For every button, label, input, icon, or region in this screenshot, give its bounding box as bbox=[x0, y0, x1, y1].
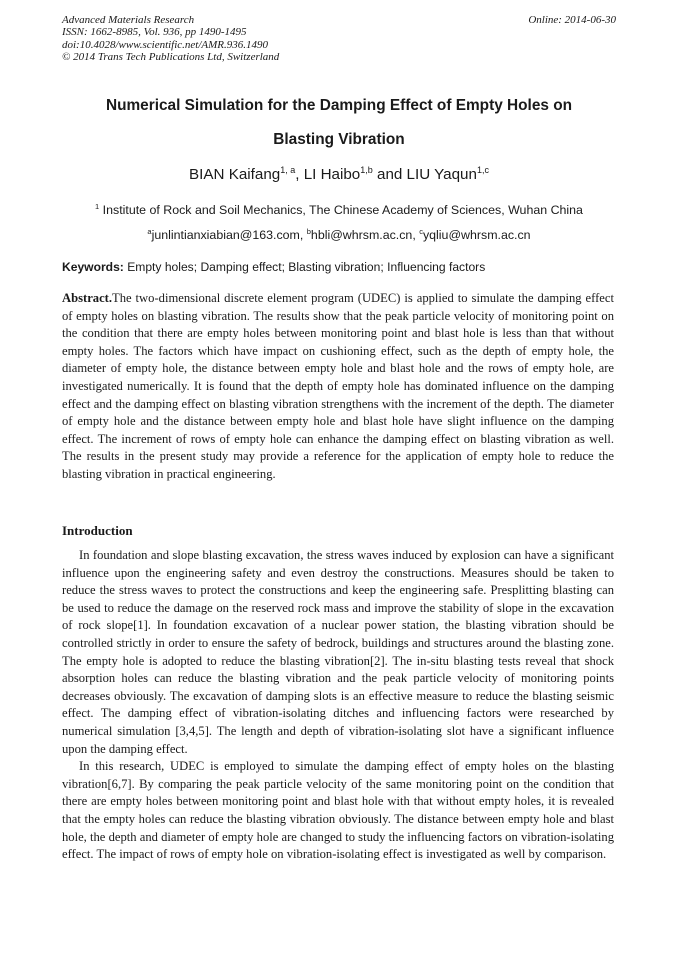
author-2: , LI Haibo bbox=[295, 166, 361, 183]
copyright-line: © 2014 Trans Tech Publications Ltd, Switzerland bbox=[62, 50, 280, 63]
author-2-affil-mark: 1,b bbox=[360, 165, 373, 175]
author-1-affil-mark: 1, a bbox=[280, 165, 296, 175]
journal-name: Advanced Materials Research bbox=[62, 14, 195, 26]
introduction-paragraph-2: In this research, UDEC is employed to simulate the damping effect of empty holes on the blasting vibration[6,7]. By comparing the peak particle velocity of the same monitoring point on the condition that there are empty holes between monitoring point and blast hole with that without empty holes, it is revealed that the empty holes can reduce the blasting vibration obviously. The distance between empty hole and blast hole, the depth and diameter of empty hole are changed to study the influencing factors on vibration-isolating effect. The impact of rows of empty hole on vibration-isolating effect is investigated as well by comparison. bbox=[62, 759, 614, 862]
online-date: Online: 2014-06-30 bbox=[528, 14, 616, 26]
email-a-mark: a bbox=[147, 227, 152, 236]
email-b[interactable]: hbli@whrsm.ac.cn, bbox=[310, 228, 420, 242]
title-line-1: Numerical Simulation for the Damping Effect of Empty Holes on bbox=[105, 97, 573, 114]
keywords bbox=[62, 259, 616, 275]
author-3: and LIU Yaqun bbox=[372, 166, 477, 183]
introduction-paragraph-1: In foundation and slope blasting excavation, the stress waves induced by explosion can have a significant influence upon the engineering safety and even destroy the constructions. Measures should be taken to reduce the stress waves to protect the constructions and keep the engineering safe. Presplitting blasting can be used to reduce the damage on the reserved rock mass and improve the stability of slope in the excavation of rock slope[1]. In foundation excavation of a nuclear power station, the blasting vibration should be controlled strictly in order to ensure the safety of bedrock, buildings and structures around the blasting zone. The empty hole is adopted to reduce the blasting vibration[2]. The in-situ blasting tests reveal that shock absorption holes can reduce the blasting vibration and the peak particle velocity of monitoring points decreases obviously. The excavation of damping slots is an effective measure to reduce the blasting seismic effect. The damping effect of vibration-isolating ditches and influencing factors were researched by numerical simulation [3,4,5]. The length and depth of vibration-isolating slot have a significant influence upon the damping effect. bbox=[62, 548, 614, 756]
email-c-mark: c bbox=[419, 227, 423, 236]
abstract-text: The two-dimensional discrete element program (UDEC) is applied to simulate the damping effect of empty holes on blasting vibration. The results show that the peak particle velocity of monitoring point on the condition that there are empty holes between monitoring point and blast hole is less than that without empty holes. The factors which have impact on cushioning effect, such as the depth of empty hole, the diameter of empty hole, the distance between empty hole and blast hole and the rows of empty hole, are investigated numerically. It is found that the depth of empty hole has dominated influence on the damping effect and the damping effect on blasting vibration strengthens with the increment of the depth. The diameter of empty hole and the distance between empty hole and blast hole have slight influence on the damping effect. The increment of rows of empty hole can enhance the damping effect on blasting vibration as well. The results in the present study may provide a reference for the application of empty hole to reduce the blasting vibration in practical engineering. bbox=[62, 291, 614, 481]
email-a[interactable]: junlintianxiabian@163.com, bbox=[151, 228, 307, 242]
doi-line[interactable]: doi:10.4028/www.scientific.net/AMR.936.1490 bbox=[62, 38, 269, 51]
affiliation-text: Institute of Rock and Soil Mechanics, The Chinese Academy of Sciences, Wuhan China bbox=[99, 203, 583, 217]
keywords-label: Keywords: bbox=[62, 260, 124, 274]
email-b-mark: b bbox=[306, 227, 311, 236]
author-emails bbox=[62, 227, 616, 243]
author-1: BIAN Kaifang bbox=[189, 166, 281, 183]
abstract bbox=[62, 290, 614, 484]
email-c[interactable]: yqliu@whrsm.ac.cn bbox=[422, 228, 531, 242]
paper-title bbox=[62, 89, 616, 157]
introduction-heading: Introduction bbox=[62, 523, 133, 538]
issn-line: ISSN: 1662-8985, Vol. 936, pp 1490-1495 bbox=[62, 26, 247, 39]
affiliation-mark: 1 bbox=[95, 202, 100, 211]
author-list bbox=[62, 165, 616, 185]
author-3-affil-mark: 1,c bbox=[476, 165, 489, 175]
affiliation bbox=[62, 202, 616, 218]
title-line-2: Blasting Vibration bbox=[273, 131, 405, 148]
keywords-text: Empty holes; Damping effect; Blasting vibration; Influencing factors bbox=[123, 260, 486, 274]
abstract-label: Abstract. bbox=[62, 291, 113, 305]
journal-header bbox=[62, 14, 616, 63]
introduction-body bbox=[62, 547, 614, 864]
